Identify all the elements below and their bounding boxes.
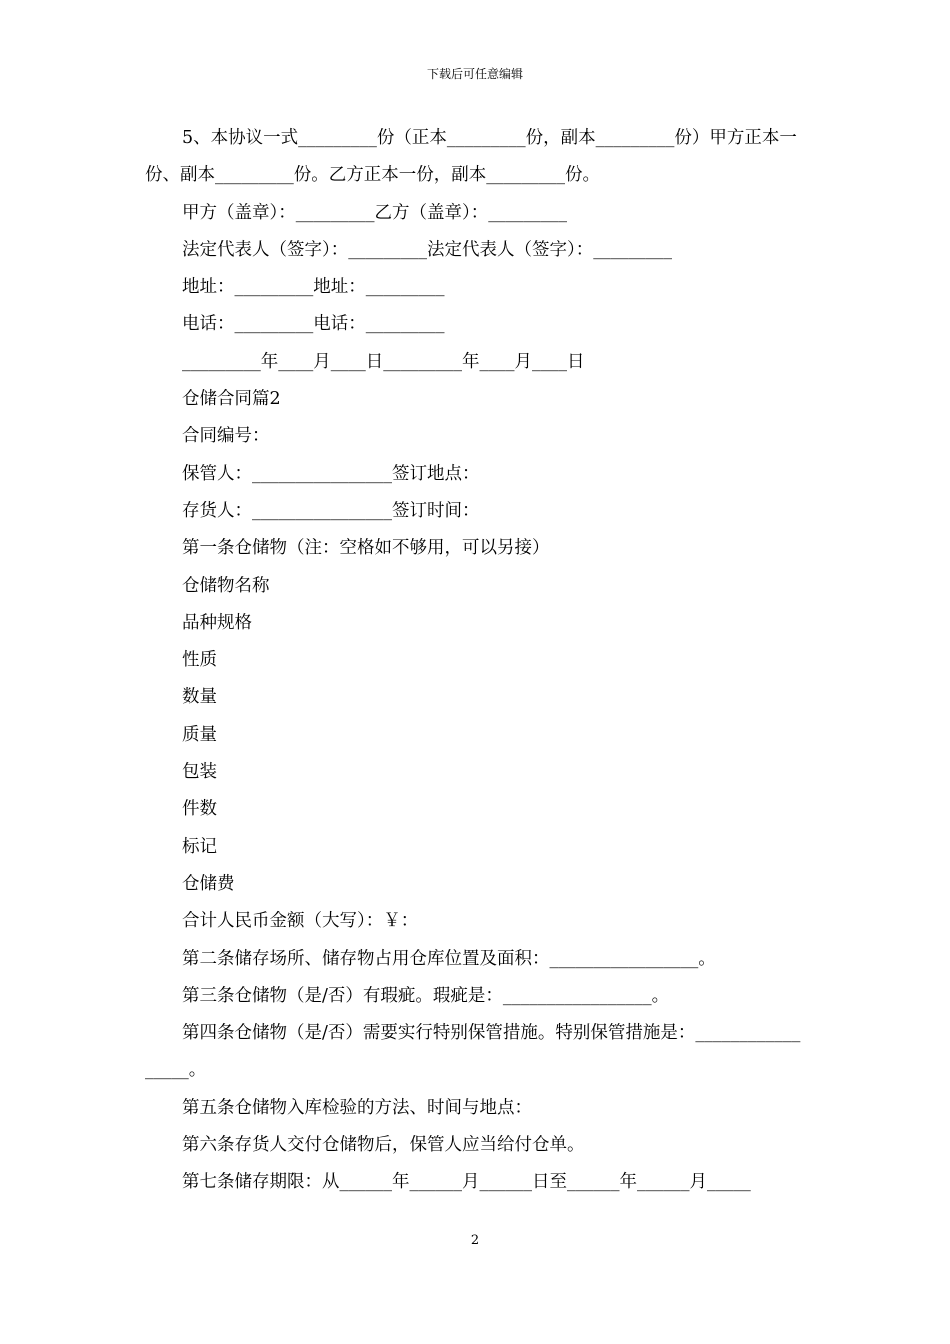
list-item: 标记 — [182, 836, 217, 857]
paragraph-seals: 甲方（盖章）：_________乙方（盖章）：_________ — [182, 202, 567, 223]
clause-5: 第五条仓储物入库检验的方法、时间与地点： — [182, 1097, 532, 1118]
list-item: 性质 — [182, 650, 217, 671]
page-header: 下载后可任意编辑 — [426, 67, 523, 81]
section-title: 仓储合同篇2 — [182, 389, 281, 410]
paragraph-copies: 5、本协议一式_________份（正本_________份，副本_________份）甲方正本一份、副本_________份。乙方正本一份，副本_________份。 — [145, 128, 797, 186]
list-item: 仓储费 — [182, 873, 235, 894]
list-item: 包装 — [182, 762, 217, 783]
paragraph-phone: 电话：_________电话：_________ — [182, 314, 445, 335]
clause-2: 第二条储存场所、储存物占用仓库位置及面积：_________________。 — [182, 948, 716, 969]
list-item: 件数 — [182, 799, 217, 820]
clause-4: 第四条仓储物（是/否）需要实行特别保管措施。特别保管措施是：_________________。 — [145, 1023, 801, 1081]
paragraph-keeper: 保管人：________________签订地点： — [182, 463, 480, 484]
list-item: 数量 — [182, 687, 217, 708]
list-item: 品种规格 — [182, 612, 252, 633]
clause-3: 第三条仓储物（是/否）有瑕疵。瑕疵是：_________________。 — [182, 985, 670, 1006]
clause-7: 第七条储存期限：从______年______月______日至______年______月_____ — [182, 1172, 751, 1193]
clause-6: 第六条存货人交付仓储物后，保管人应当给付仓单。 — [182, 1135, 585, 1156]
paragraph-total-amount: 合计人民币金额（大写）：￥： — [182, 911, 419, 932]
paragraph-date: _________年____月____日_________年____月____日 — [182, 351, 585, 372]
clause-1: 第一条仓储物（注：空格如不够用，可以另接） — [182, 538, 550, 559]
paragraph-legal-rep: 法定代表人（签字）：_________法定代表人（签字）：_________ — [182, 239, 672, 260]
paragraph-contract-number: 合同编号： — [182, 426, 270, 447]
page-number: 2 — [470, 1233, 480, 1248]
list-item: 仓储物名称 — [182, 575, 270, 596]
document-body — [145, 120, 807, 1202]
paragraph-depositor: 存货人：________________签订时间： — [182, 500, 480, 521]
list-item: 质量 — [182, 724, 217, 745]
paragraph-address: 地址：_________地址：_________ — [182, 277, 445, 298]
